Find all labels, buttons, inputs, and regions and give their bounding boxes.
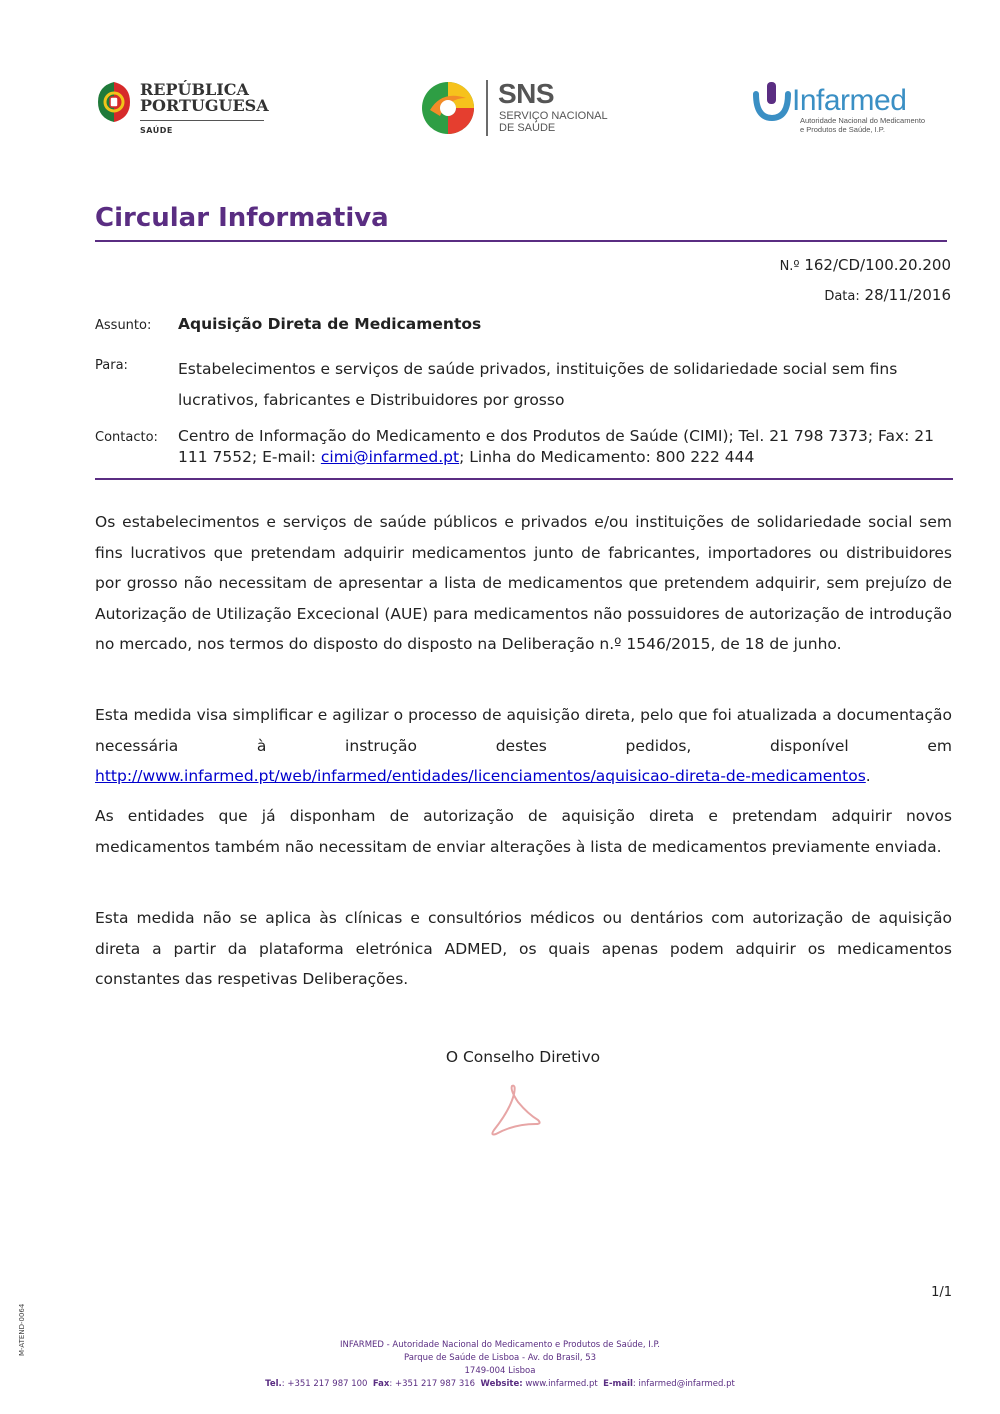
assunto-value: Aquisição Direta de Medicamentos xyxy=(178,315,482,333)
footer-postcode: 1749-004 Lisboa xyxy=(464,1366,536,1376)
paragraph-2-end: . xyxy=(865,767,871,785)
saude-label: SAÚDE xyxy=(140,126,173,135)
title-divider xyxy=(95,240,947,242)
paragraph-3: As entidades que já disponham de autorização de aquisição direta e pretendam adquirir novos medicamentos também não necessitam de enviar alterações à lista de medicamentos previamente enviada. xyxy=(95,807,952,856)
para-value: Estabelecimentos e serviços de saúde privados, instituições de solidariedade social sem fins lucrativos, fabricantes e Distribuidores por grosso xyxy=(178,360,898,409)
footer-tel-label: Tel. xyxy=(265,1379,282,1389)
number-label: N.º xyxy=(779,259,800,274)
date-value: 28/11/2016 xyxy=(864,286,951,304)
page-number: 1/1 xyxy=(931,1285,952,1300)
republica-portuguesa-logo xyxy=(94,78,274,138)
infarmed-name: Infarmed xyxy=(792,84,907,117)
sns-acronym: SNS xyxy=(498,78,555,109)
aquisicao-direta-link[interactable]: http://www.infarmed.pt/web/infarmed/entidades/licenciamentos/aquisicao-direta-de-medicamentos xyxy=(95,767,866,785)
date-label: Data: xyxy=(824,289,860,304)
footer-email-label: E-mail xyxy=(603,1379,633,1389)
footer-org: INFARMED - Autoridade Nacional do Medicamento e Produtos de Saúde, I.P. xyxy=(340,1340,660,1350)
footer-address: Parque de Saúde de Lisboa - Av. do Brasil, 53 xyxy=(403,1353,597,1363)
paragraph-2 xyxy=(95,700,952,792)
infarmed-tagline: Autoridade Nacional do Medicamento e Produtos de Saúde, I.P. xyxy=(800,116,926,134)
paragraph-2-text: Esta medida visa simplificar e agilizar o processo de aquisição direta, pelo que foi atualizada a documentação necessária à instrução destes pedidos, disponível em xyxy=(95,706,952,755)
footer-contacts xyxy=(0,1378,1000,1391)
contacto-text-after: ; Linha do Medicamento: 800 222 444 xyxy=(459,448,755,466)
assunto-label: Assunto: xyxy=(95,318,152,333)
contacto-email-link[interactable]: cimi@infarmed.pt xyxy=(320,448,460,466)
footer-tel: : +351 217 987 100 xyxy=(281,1379,368,1389)
signature: O Conselho Diretivo xyxy=(445,1048,601,1066)
republica-label: REPÚBLICA PORTUGUESA xyxy=(140,80,269,115)
footer-fax-label: Fax xyxy=(372,1379,390,1389)
circular-number xyxy=(780,256,951,274)
footer-web-label: Website: xyxy=(480,1379,523,1389)
document-title: Circular Informativa xyxy=(95,203,389,233)
infarmed-emblem-icon xyxy=(750,80,794,124)
contacto-text: Centro de Informação do Medicamento e dos Produtos de Saúde (CIMI); Tel. 21 798 7373; Fax: 21 111 7552; E-mail: xyxy=(178,427,935,466)
sns-fullname: SERVIÇO NACIONAL DE SAÚDE xyxy=(499,110,608,134)
footer-email[interactable]: : infarmed@infarmed.pt xyxy=(632,1379,735,1389)
paragraph-1: Os estabelecimentos e serviços de saúde públicos e privados e/ou instituições de solidariedade social sem fins lucrativos que pretendam adquirir medicamentos junto de fabricantes, importadores ou distribuidores por grosso não necessitam de apresentar a lista de medicamentos que pretendem adquirir, sem prejuízo de Autorização de Utilização Excecional (AUE) para medicamentos não possuidores de autorização de introdução no mercado, nos termos do disposto do disposto na Deliberação n.º 1546/2015, de 18 de junho. xyxy=(95,513,952,653)
sns-logo xyxy=(420,80,620,138)
footer-web[interactable]: www.infarmed.pt xyxy=(522,1379,598,1389)
footer xyxy=(0,1339,1000,1391)
portugal-emblem-icon xyxy=(94,80,134,124)
sns-divider xyxy=(486,80,488,136)
sns-emblem-icon xyxy=(420,80,478,136)
header-divider xyxy=(95,478,953,480)
adobe-signature-icon xyxy=(484,1080,544,1140)
number-value: 162/CD/100.20.200 xyxy=(804,256,951,274)
circular-date xyxy=(824,286,951,304)
form-code: M-ATEND-0064 xyxy=(18,1303,26,1356)
contacto-value xyxy=(178,426,958,468)
contacto-label: Contacto: xyxy=(95,430,158,445)
republica-divider xyxy=(140,120,264,121)
paragraph-4: Esta medida não se aplica às clínicas e consultórios médicos ou dentários com autorização de aquisição direta a partir da plataforma eletrónica ADMED, os quais apenas podem adquirir os medicamentos constantes das respetivas Deliberações. xyxy=(95,909,952,988)
para-label: Para: xyxy=(95,358,128,373)
infarmed-logo xyxy=(750,80,930,140)
footer-fax: : +351 217 987 316 xyxy=(389,1379,476,1389)
